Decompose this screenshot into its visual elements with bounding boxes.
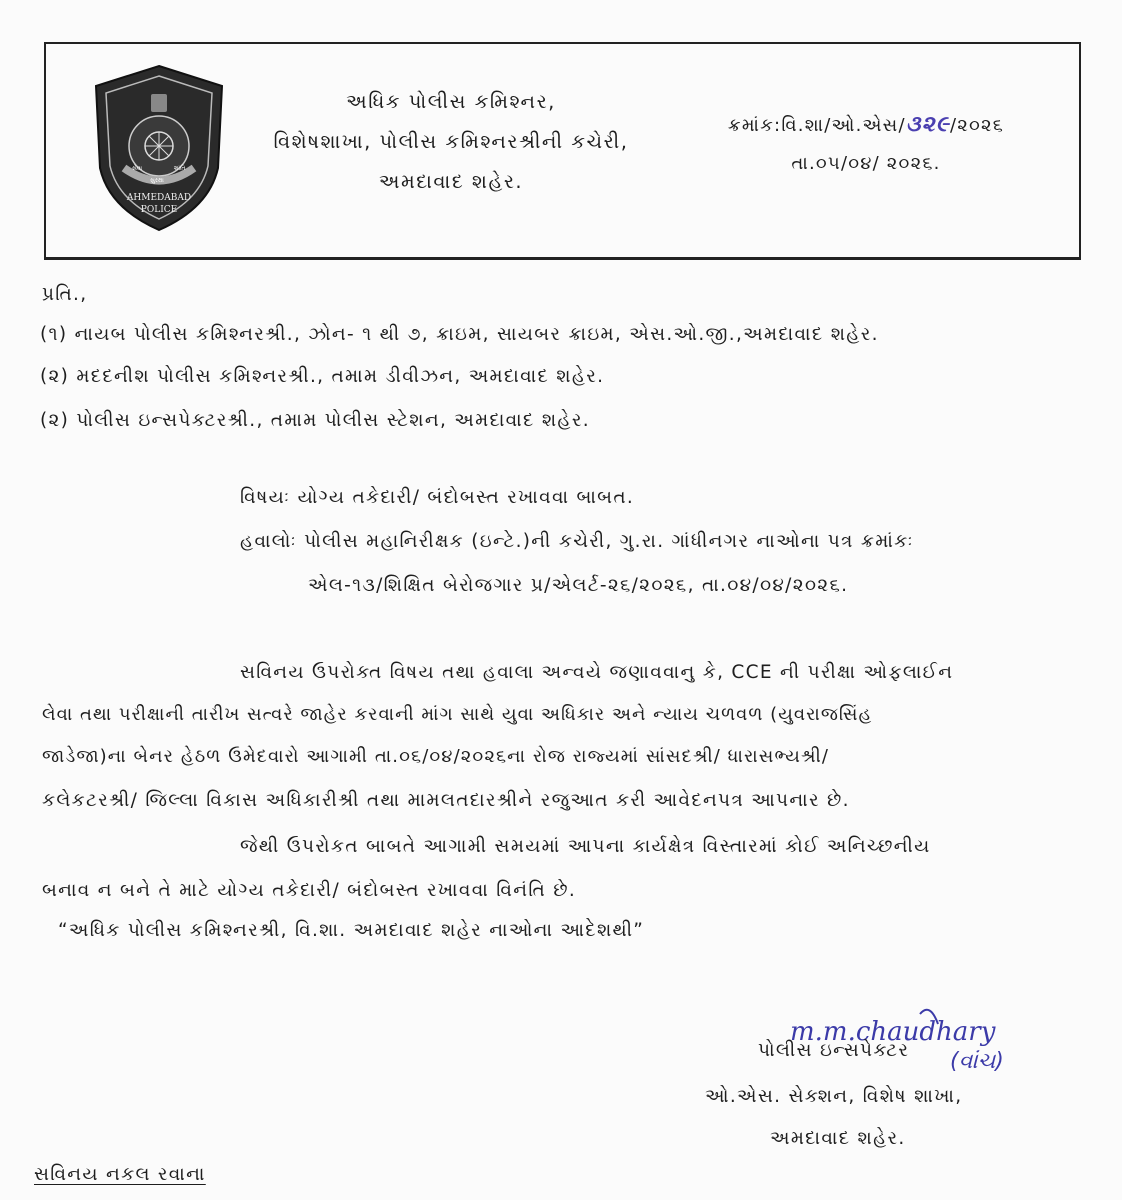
badge-text-police: POLICE (140, 205, 178, 215)
badge-text-seva: સેવા (132, 165, 143, 172)
letter-date: તા.૦૫/૦૪/ ૨૦૨૬. (791, 153, 941, 174)
signatory-section: ઓ.એસ. સેક્શન, વિશેષ શાખા, (705, 1086, 963, 1107)
signature-note: (વાંચ) (950, 1049, 1004, 1074)
letterhead-box (44, 42, 1081, 260)
reference-number (686, 106, 1046, 145)
recipient-line-1: (૧) નાયબ પોલીસ કમિશ્નરશ્રી., ઝોન- ૧ થી ૭, ક્રાઇમ, સાયબર ક્રાઇમ, એસ.ઓ.જી.,અમદાવાદ શહેર. (40, 324, 879, 345)
police-badge-icon (84, 58, 234, 238)
signatory-title: પોલીસ ઇન્સપેક્ટર (758, 1040, 910, 1061)
handwritten-reference-number: ૩૨૯ (905, 112, 950, 137)
body-line-5: જેથી ઉપરોકત બાબતે આગામી સમયમાં આપના કાર્યક્ષેત્ર વિસ્તારમાં કોઈ અનિચ્છનીય (240, 836, 931, 857)
recipient-line-2: (૨) મદદનીશ પોલીસ કમિશ્નરશ્રી., તમામ ડીવીઝન, અમદાવાદ શહેર. (40, 366, 605, 387)
recipient-line-3: (૨) પોલીસ ઇન્સપેક્ટરશ્રી., તમામ પોલીસ સ્ટેશન, અમદાવાદ શહેર. (40, 410, 590, 431)
reference-line-1: હવાલોઃ પોલીસ મહાનિરીક્ષક (ઇન્ટે.)ની કચેરી, ગુ.રા. ગાંધીનગર નાઓના પત્ર ક્રમાંકઃ (240, 531, 914, 552)
body-line-1: સવિનય ઉપરોક્ત વિષય તથા હવાલા અન્વયે જણાવવાનુ કે, CCE ની પરીક્ષા ઓફલાઈન (240, 662, 954, 683)
body-line-3: જાડેજા)ના બેનર હેઠળ ઉમેદવારો આગામી તા.૦૬/૦૪/૨૦૨૬ના રોજ રાજ્યમાં સાંસદશ્રી/ ધારાસભ્યશ્રી/ (42, 746, 830, 767)
office-line-3: અમદાવાદ શહેર. (378, 170, 524, 193)
subject-line: વિષયઃ યોગ્ય તકેદારી/ બંદોબસ્ત રખાવવા બાબત. (240, 487, 635, 508)
badge-text-ahmedabad: AHMEDABAD (126, 193, 192, 203)
badge-text-shanti: શાંતિ (174, 165, 186, 172)
signature-text: m.m.chaudhary (790, 1017, 996, 1047)
office-line-1: અધિક પોલીસ કમિશ્નર, (346, 90, 556, 113)
badge-text-suraksha: સુરક્ષા (150, 177, 164, 184)
reference-line-2: એલ-૧૩/શિક્ષિત બેરોજગાર પ્ર/એલર્ટ-૨૬/૨૦૨૬, તા.૦૪/૦૪/૨૦૨૬. (308, 575, 849, 596)
body-line-4: કલેકટરશ્રી/ જિલ્લા વિકાસ અધિકારીશ્રી તથા મામલતદારશ્રીને રજુઆત કરી આવેદનપત્ર આપનાર છે. (42, 790, 850, 811)
reference-block (686, 106, 1046, 183)
reference-prefix: ક્રમાંક:વિ.શા/ઓ.એસ/ (727, 115, 906, 136)
body-line-2: લેવા તથા પરીક્ષાની તારીખ સત્વરે જાહેર કરવાની માંગ સાથે યુવા અધિકાર અને ન્યાય ચળવળ (યુવરાજસિંહ (42, 704, 873, 725)
office-line-2: વિશેષશાખા, પોલીસ કમિશ્નરશ્રીની કચેરી, (273, 130, 629, 153)
signatory-city: અમદાવાદ શહેર. (770, 1128, 906, 1149)
office-address (251, 82, 651, 202)
order-line: “અધિક પોલીસ કમિશ્નરશ્રી, વિ.શા. અમદાવાદ શહેર નાઓના આદેશથી” (58, 920, 645, 941)
recipients-prefix: પ્રતિ., (42, 284, 88, 305)
body-line-6: બનાવ ન બને તે માટે યોગ્ય તકેદારી/ બંદોબસ્ત રખાવવા વિનંતિ છે. (42, 880, 577, 901)
reference-suffix: /૨૦૨૬ (949, 115, 1005, 136)
copy-forward-heading: સવિનય નકલ રવાના (34, 1164, 206, 1185)
